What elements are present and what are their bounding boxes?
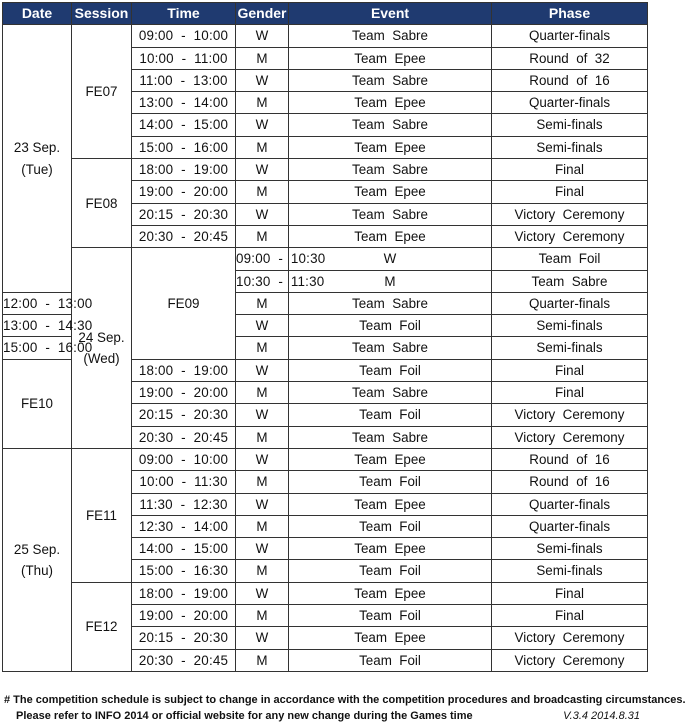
- gender-cell: M: [236, 382, 289, 404]
- gender-cell: M: [236, 92, 289, 114]
- phase-cell: Victory Ceremony: [492, 627, 648, 649]
- phase-cell: Final: [492, 382, 648, 404]
- event-cell: Team Foil: [289, 404, 492, 426]
- date-cell: [3, 448, 72, 671]
- gender-cell: W: [289, 248, 492, 270]
- event-cell: Team Epee: [289, 538, 492, 560]
- session-cell: FE09: [132, 248, 236, 359]
- time-cell: 10:30 - 11:30: [236, 270, 289, 292]
- time-cell: 15:00 - 16:00: [132, 136, 236, 158]
- gender-cell: M: [236, 181, 289, 203]
- event-cell: Team Sabre: [289, 25, 492, 47]
- schedule-table: [2, 2, 648, 672]
- time-cell: 18:00 - 19:00: [132, 359, 236, 381]
- phase-cell: Semi-finals: [492, 315, 648, 337]
- date-line: (Wed): [83, 351, 120, 367]
- phase-cell: Victory Ceremony: [492, 404, 648, 426]
- gender-cell: M: [236, 649, 289, 671]
- time-cell: 20:15 - 20:30: [132, 627, 236, 649]
- phase-cell: Quarter-finals: [492, 515, 648, 537]
- header-phase: Phase: [492, 3, 648, 25]
- time-cell: 18:00 - 19:00: [132, 159, 236, 181]
- gender-cell: W: [236, 493, 289, 515]
- table-row: [3, 159, 648, 181]
- phase-cell: Victory Ceremony: [492, 426, 648, 448]
- gender-cell: W: [236, 159, 289, 181]
- event-cell: Team Foil: [289, 471, 492, 493]
- phase-cell: Semi-finals: [492, 560, 648, 582]
- phase-cell: Round of 16: [492, 69, 648, 91]
- phase-cell: Quarter-finals: [492, 92, 648, 114]
- phase-cell: Final: [492, 359, 648, 381]
- session-cell: FE12: [72, 582, 132, 671]
- phase-cell: Final: [492, 582, 648, 604]
- footnote-line-2: Please refer to INFO 2014 or official website for any new change during the Games time: [16, 710, 473, 722]
- session-cell: FE08: [72, 159, 132, 248]
- event-cell: Team Sabre: [289, 114, 492, 136]
- time-cell: 18:00 - 19:00: [132, 582, 236, 604]
- time-cell: 15:00 - 16:30: [132, 560, 236, 582]
- event-cell: Team Sabre: [289, 382, 492, 404]
- event-cell: Team Sabre: [289, 292, 492, 314]
- time-cell: 20:15 - 20:30: [132, 203, 236, 225]
- gender-cell: W: [236, 315, 289, 337]
- version-label: V.3.4 2014.8.31: [563, 710, 640, 722]
- gender-cell: M: [236, 292, 289, 314]
- gender-cell: M: [236, 225, 289, 247]
- event-cell: Team Foil: [492, 248, 648, 270]
- date-line: (Thu): [21, 562, 53, 578]
- phase-cell: Semi-finals: [492, 337, 648, 359]
- time-cell: 14:00 - 15:00: [132, 538, 236, 560]
- phase-cell: Round of 16: [492, 471, 648, 493]
- gender-cell: W: [236, 538, 289, 560]
- header-event: Event: [289, 3, 492, 25]
- event-cell: Team Sabre: [289, 337, 492, 359]
- event-cell: Team Foil: [289, 359, 492, 381]
- header-row: [3, 3, 648, 25]
- time-cell: 09:00 - 10:00: [132, 25, 236, 47]
- gender-cell: W: [236, 69, 289, 91]
- event-cell: Team Epee: [289, 627, 492, 649]
- gender-cell: M: [236, 515, 289, 537]
- gender-cell: M: [236, 605, 289, 627]
- session-cell: FE11: [72, 448, 132, 582]
- session-cell: FE10: [3, 359, 72, 448]
- gender-cell: W: [236, 359, 289, 381]
- time-cell: 19:00 - 20:00: [132, 605, 236, 627]
- time-cell: 20:30 - 20:45: [132, 225, 236, 247]
- phase-cell: Semi-finals: [492, 114, 648, 136]
- time-cell: 15:00 - 16:00: [3, 337, 72, 359]
- phase-cell: Round of 16: [492, 448, 648, 470]
- event-cell: Team Epee: [289, 225, 492, 247]
- time-cell: 19:00 - 20:00: [132, 181, 236, 203]
- time-cell: 20:15 - 20:30: [132, 404, 236, 426]
- session-cell: FE07: [72, 25, 132, 159]
- gender-cell: M: [236, 426, 289, 448]
- header-gender: Gender: [236, 3, 289, 25]
- phase-cell: Final: [492, 605, 648, 627]
- phase-cell: Victory Ceremony: [492, 649, 648, 671]
- event-cell: Team Foil: [289, 315, 492, 337]
- gender-cell: M: [236, 560, 289, 582]
- schedule-body: [3, 25, 648, 672]
- table-row: [3, 25, 648, 47]
- gender-cell: W: [236, 582, 289, 604]
- event-cell: Team Foil: [289, 515, 492, 537]
- gender-cell: W: [236, 448, 289, 470]
- gender-cell: M: [236, 47, 289, 69]
- event-cell: Team Epee: [289, 136, 492, 158]
- date-line: (Tue): [21, 161, 53, 177]
- gender-cell: W: [236, 25, 289, 47]
- time-cell: 20:30 - 20:45: [132, 649, 236, 671]
- event-cell: Team Sabre: [289, 426, 492, 448]
- event-cell: Team Sabre: [289, 159, 492, 181]
- event-cell: Team Sabre: [492, 270, 648, 292]
- phase-cell: Quarter-finals: [492, 292, 648, 314]
- time-cell: 12:00 - 13:00: [3, 292, 72, 314]
- date-cell: [3, 25, 72, 293]
- gender-cell: W: [236, 203, 289, 225]
- time-cell: 09:00 - 10:30: [236, 248, 289, 270]
- time-cell: 11:00 - 13:00: [132, 69, 236, 91]
- time-cell: 10:00 - 11:30: [132, 471, 236, 493]
- header-time: Time: [132, 3, 236, 25]
- event-cell: Team Foil: [289, 649, 492, 671]
- gender-cell: W: [236, 627, 289, 649]
- time-cell: 13:00 - 14:00: [132, 92, 236, 114]
- event-cell: Team Epee: [289, 92, 492, 114]
- phase-cell: Final: [492, 159, 648, 181]
- time-cell: 12:30 - 14:00: [132, 515, 236, 537]
- event-cell: Team Epee: [289, 493, 492, 515]
- time-cell: 20:30 - 20:45: [132, 426, 236, 448]
- date-line: 24 Sep.: [78, 329, 125, 345]
- time-cell: 11:30 - 12:30: [132, 493, 236, 515]
- date-line: 25 Sep.: [13, 541, 61, 557]
- table-row: [3, 448, 648, 470]
- footnote-line-1: # The competition schedule is subject to change in accordance with the competition procedures and broadcasting circumstances.: [4, 694, 686, 706]
- phase-cell: Semi-finals: [492, 538, 648, 560]
- phase-cell: Quarter-finals: [492, 25, 648, 47]
- phase-cell: Semi-finals: [492, 136, 648, 158]
- event-cell: Team Sabre: [289, 203, 492, 225]
- table-row: [3, 248, 648, 270]
- phase-cell: Round of 32: [492, 47, 648, 69]
- date-line: 23 Sep.: [13, 140, 61, 156]
- event-cell: Team Epee: [289, 448, 492, 470]
- time-cell: 10:00 - 11:00: [132, 47, 236, 69]
- event-cell: Team Epee: [289, 582, 492, 604]
- gender-cell: M: [236, 337, 289, 359]
- gender-cell: M: [236, 136, 289, 158]
- time-cell: 14:00 - 15:00: [132, 114, 236, 136]
- phase-cell: Victory Ceremony: [492, 225, 648, 247]
- phase-cell: Victory Ceremony: [492, 203, 648, 225]
- event-cell: Team Epee: [289, 181, 492, 203]
- time-cell: 09:00 - 10:00: [132, 448, 236, 470]
- table-row: [3, 582, 648, 604]
- time-cell: 19:00 - 20:00: [132, 382, 236, 404]
- event-cell: Team Foil: [289, 560, 492, 582]
- header-date: Date: [3, 3, 72, 25]
- phase-cell: Quarter-finals: [492, 493, 648, 515]
- phase-cell: Final: [492, 181, 648, 203]
- event-cell: Team Sabre: [289, 69, 492, 91]
- gender-cell: W: [236, 404, 289, 426]
- gender-cell: W: [236, 114, 289, 136]
- event-cell: Team Epee: [289, 47, 492, 69]
- gender-cell: M: [289, 270, 492, 292]
- event-cell: Team Foil: [289, 605, 492, 627]
- gender-cell: M: [236, 471, 289, 493]
- header-session: Session: [72, 3, 132, 25]
- time-cell: 13:00 - 14:30: [3, 315, 72, 337]
